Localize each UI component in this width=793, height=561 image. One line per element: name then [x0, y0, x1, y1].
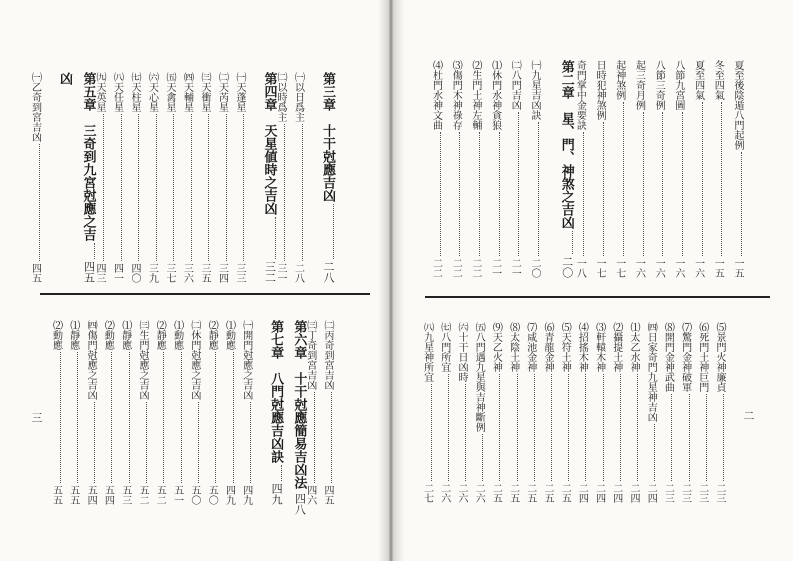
toc-page-number: 五二: [154, 485, 166, 505]
toc-entry-title: ㈣天輔星: [181, 72, 193, 112]
toc-page-number: 五三: [119, 485, 131, 505]
toc-page-number: 五二: [137, 485, 148, 505]
toc-entry-title: ⑴休門水神貪狼: [489, 60, 501, 130]
toc-entry-title: ⑵靜應: [154, 320, 166, 350]
toc-entry-title: ⑵生門土神左輔: [469, 60, 481, 130]
toc-page-number: 五四: [102, 485, 114, 505]
toc-page-number: 五五: [67, 485, 79, 505]
dot-leader: [60, 352, 61, 483]
toc-page-number: 三二: [263, 261, 277, 283]
toc-page-number: 一六: [633, 258, 645, 278]
toc-page-number: 五〇: [188, 485, 200, 505]
dot-leader: [250, 402, 251, 483]
toc-entry: [168, 320, 182, 505]
toc-entry: [150, 320, 164, 505]
toc-entry-title: 八節三奇例: [653, 60, 665, 110]
dot-leader: [233, 352, 234, 483]
toc-page-number: 二三: [662, 483, 674, 503]
toc-page-number: 四九: [270, 483, 284, 505]
toc-entry-title: 夏至四氣: [692, 60, 704, 100]
toc-page-number: 三五: [199, 263, 210, 283]
toc-entry-title: ⑻開門金神武曲: [662, 322, 674, 392]
toc-page-number: 二六: [473, 483, 485, 503]
toc-entry-title: ㈢丁奇到宮吉凶: [304, 320, 316, 390]
toc-entry-title: ㈣日家奇門九星神吉凶: [645, 322, 657, 422]
toc-page-number: 二二: [469, 258, 481, 278]
toc-entry-title: 起神煞例: [613, 60, 625, 100]
toc-entry-title: ⑸景門火神廉貞: [714, 322, 725, 392]
toc-page-number: 一六: [672, 258, 684, 278]
toc-page-number: 三六: [181, 263, 193, 283]
toc-entry-title: ⑶軒轅木神: [593, 322, 605, 372]
toc-entry-title: ⑹死門土神巨門: [696, 322, 708, 392]
toc-entry-title: ⑷杜門水神文曲: [430, 60, 442, 130]
dot-leader: [314, 392, 315, 483]
dot-leader: [146, 402, 147, 483]
toc-entry-title: 八節九宮圖: [672, 60, 684, 110]
toc-page-number: 五四: [85, 485, 97, 505]
toc-entry-title: ㈠九星吉凶訣: [529, 60, 540, 120]
dot-leader: [198, 402, 199, 483]
toc-page-number: 四三: [94, 263, 105, 283]
toc-entry-title: ㈠以日爲主: [292, 72, 304, 122]
toc-entry-title: ㈡以時爲主: [275, 72, 286, 122]
toc-page-number: 二四: [628, 483, 639, 503]
toc-page-number: 一八: [574, 258, 586, 278]
toc-entry-title: ⑴靜應: [119, 320, 131, 350]
dot-leader: [94, 402, 95, 483]
toc-entry-title: ⑻太陰土神: [507, 322, 519, 372]
toc-entry-title: ⑵攝提土神: [610, 322, 622, 372]
toc-entry: [81, 320, 95, 505]
toc-entry-title: 凶: [57, 72, 72, 85]
toc-entry-title: 夏至後陰遁八門起例: [732, 60, 743, 150]
toc-page-number: 一六: [692, 258, 704, 278]
toc-entry-title: ⑵動應: [102, 320, 114, 350]
toc-page-number: 二四: [610, 483, 622, 503]
toc-page-number: 五〇: [206, 485, 218, 505]
toc-page-number: 三七: [164, 263, 175, 283]
toc-entry: [133, 320, 147, 505]
toc-entry-title: ⑼天乙火神: [490, 322, 502, 372]
toc-entry: [116, 320, 130, 505]
toc-entry-title: ⑴太乙水神: [628, 322, 639, 372]
toc-entry-title: ⑵動應: [50, 320, 62, 350]
toc-entry-title: ㈥天心星: [146, 72, 158, 112]
toc-page-number: 二八: [322, 261, 335, 283]
dot-leader: [163, 352, 164, 483]
dot-leader: [215, 352, 216, 483]
toc-page-number: 二五: [559, 483, 571, 503]
toc-entry-title: ㈧天任星: [111, 72, 123, 112]
toc-page-number: 二五: [542, 483, 553, 503]
toc-page-number: 一五: [712, 258, 724, 278]
toc-page-number: 二五: [507, 483, 519, 503]
toc-page-number: 二四: [645, 483, 657, 503]
toc-entry-title: ⑵靜應: [206, 320, 218, 350]
chapter-heading: [283, 320, 307, 515]
toc-page-number: 一五: [732, 258, 743, 278]
toc-page-number: 三四: [216, 263, 228, 283]
toc-page-number: 四五: [82, 261, 96, 283]
toc-page-number: 三九: [146, 263, 158, 283]
toc-entry: [318, 320, 332, 505]
toc-page-number: 三三: [234, 263, 245, 283]
dot-leader: [129, 352, 130, 483]
toc-entry-title: ⑶傷門木神祿存: [450, 60, 462, 130]
dot-leader: [77, 352, 78, 483]
toc-entry-title: 第六章 十干尅應簡易吉凶法: [291, 320, 307, 489]
toc-entry: [202, 320, 216, 505]
toc-page-number: 四八: [293, 493, 307, 515]
toc-entry: [47, 320, 61, 505]
toc-page-number: 一六: [653, 258, 665, 278]
toc-entry-title: ⑸天符土神: [559, 322, 571, 372]
toc-entry-title: ㈦八門所宜: [438, 322, 450, 372]
toc-entry-title: 奇門掌中金要訣: [574, 60, 586, 130]
toc-entry-title: ⑴動應: [171, 320, 183, 350]
toc-entry-title: 第七章 八門尅應吉凶訣: [268, 320, 284, 463]
toc-entry-title: ㈨天英星: [94, 72, 105, 112]
toc-entry-title: ㈠開門尅應之吉凶: [240, 320, 252, 400]
toc-entry-title: ㈣傷門尅應之吉凶: [85, 320, 97, 400]
left-page-number: 三: [30, 412, 43, 423]
toc-page-number: 一七: [613, 258, 625, 278]
toc-entry-title: ⑴動應: [223, 320, 235, 350]
toc-entry-title: 第二章 星、門、神煞之吉凶: [558, 60, 574, 229]
toc-page-number: 二三: [714, 483, 725, 503]
toc-entry: [185, 320, 199, 505]
toc-page-number: 二一: [509, 258, 521, 278]
toc-entry-title: ⑺驚門金神破軍: [679, 322, 691, 392]
toc-page-number: 四五: [29, 263, 41, 283]
toc-entry-title: ㈡天芮星: [216, 72, 228, 112]
toc-entry-title: ⑴靜應: [67, 320, 79, 350]
toc-entry-title: 冬至四氣: [712, 60, 724, 100]
toc-page-number: 三一: [275, 263, 286, 283]
toc-entry-title: 第三章 十干尅應吉凶: [320, 72, 335, 202]
dot-leader: [181, 352, 182, 483]
toc-entry-title: ㈧九星神所宜: [421, 322, 433, 382]
toc-page-number: 四九: [240, 485, 252, 505]
toc-entry-title: 日時犯神煞例: [594, 60, 606, 120]
toc-entry-title: ㈢生門尅應之吉凶: [137, 320, 148, 400]
toc-page-number: 二五: [524, 483, 536, 503]
toc-page-number: 一七: [594, 258, 606, 278]
toc-entry-title: ㈤天禽星: [164, 72, 175, 112]
toc-page-number: 二二: [430, 258, 442, 278]
toc-page-number: 二七: [421, 483, 433, 503]
toc-entry-title: ⑹青龍金神: [542, 322, 553, 372]
toc-page-number: 四〇: [129, 263, 140, 283]
dot-leader: [111, 352, 112, 483]
toc-page-number: 四一: [111, 263, 123, 283]
toc-page-number: 二二: [450, 258, 462, 278]
toc-page-number: 四九: [223, 485, 235, 505]
toc-page-number: 四六: [304, 485, 316, 505]
toc-entry-title: ㈤八門遇九星與吉神斷例: [473, 322, 485, 432]
toc-page-number: 二四: [593, 483, 605, 503]
toc-entry-title: ㈦天柱星: [129, 72, 140, 112]
toc-entry-title: ㈡休門尅應之吉凶: [188, 320, 200, 400]
toc-entry-title: ⑷招搖木神: [576, 322, 588, 372]
toc-entry-title: ㈥十干日凶時: [456, 322, 467, 382]
toc-page-number: 五五: [50, 485, 62, 505]
dot-leader: [331, 392, 332, 483]
toc-entry-title: ㈠乙奇到宮吉凶: [29, 72, 41, 142]
toc-page-number: 二五: [490, 483, 502, 503]
toc-entry-title: ㈠天蓬星: [234, 72, 245, 112]
toc-entry: [64, 320, 78, 505]
toc-page-number: 二三: [696, 483, 708, 503]
toc-page-number: 二〇: [529, 258, 540, 278]
toc-entry-title: ㈡八門吉凶: [509, 60, 521, 110]
toc-page-number: 五一: [171, 485, 183, 505]
right-page-number: 二: [742, 410, 755, 421]
toc-entry-title: 第四章 天星値時之吉凶: [261, 72, 277, 215]
toc-entry-title: ⑺咸池金神: [524, 322, 536, 372]
toc-page-number: 二〇: [560, 256, 574, 278]
toc-entry: [220, 320, 234, 505]
toc-page-number: 二八: [292, 263, 304, 283]
toc-page-number: 二四: [576, 483, 588, 503]
toc-entry-title: ㈢天衝星: [199, 72, 210, 112]
toc-entry-title: 第五章 三奇到九宮尅應之吉: [80, 72, 96, 241]
toc-page-number: 四五: [322, 485, 333, 505]
dot-leader: [281, 465, 282, 481]
toc-entry: [237, 320, 251, 505]
toc-entry: [98, 320, 112, 505]
toc-entry-title: 起三奇月例: [633, 60, 645, 110]
toc-page-number: 二六: [438, 483, 450, 503]
chapter-heading: [260, 320, 282, 505]
toc-page-number: 二三: [679, 483, 691, 503]
toc-entry-title: ㈡丙奇到宮吉凶: [322, 320, 333, 390]
toc-page-number: 二六: [456, 483, 467, 503]
toc-page-number: 二一: [489, 258, 501, 278]
